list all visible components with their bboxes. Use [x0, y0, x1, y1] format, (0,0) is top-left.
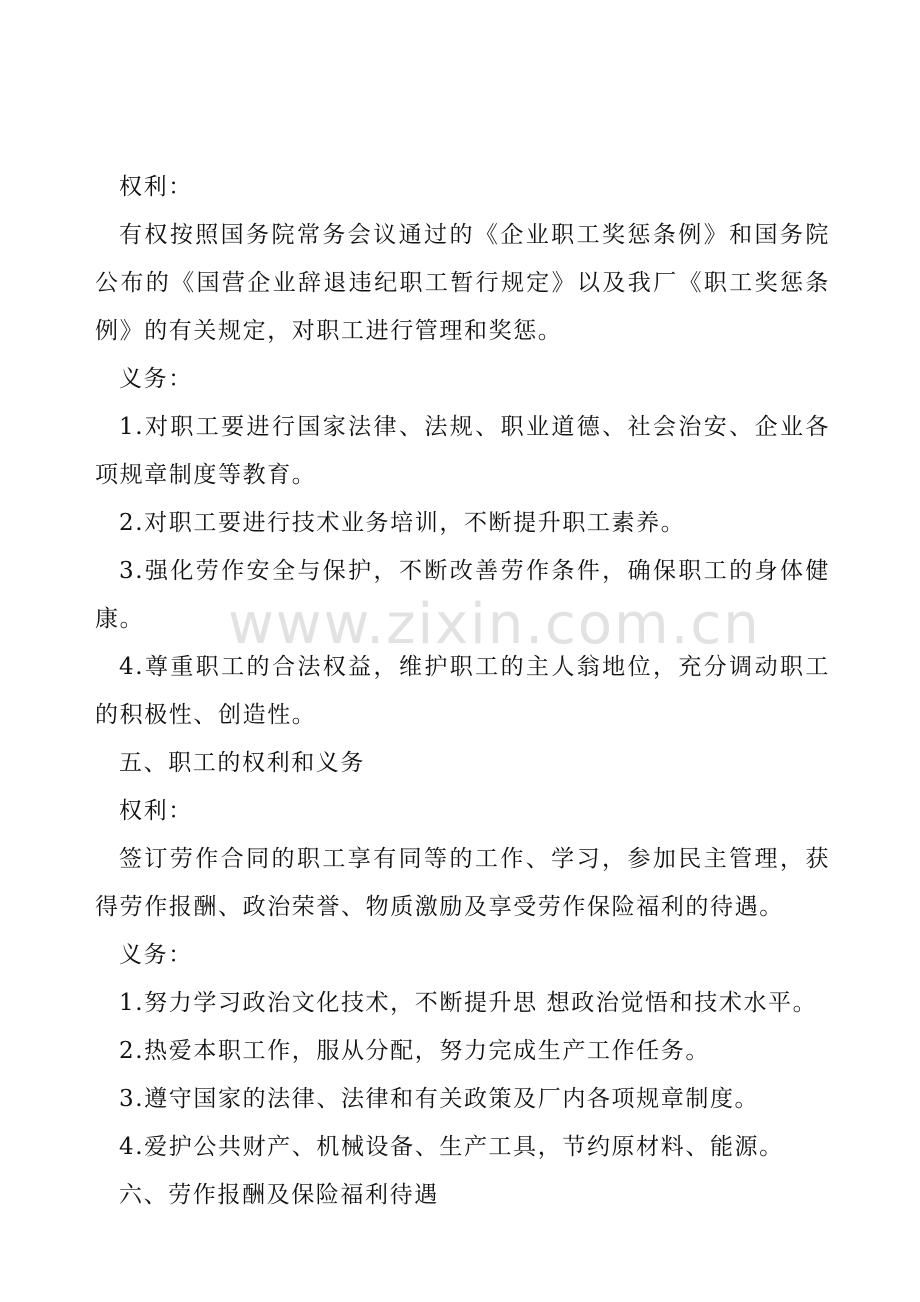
paragraph-duty-4: 4.尊重职工的合法权益，维护职工的主人翁地位，充分调动职工的积极性、创造性。 [95, 654, 830, 728]
paragraph-rights-heading-2: 权利： [119, 798, 193, 824]
paragraph-duties-heading-1: 义务： [119, 366, 193, 392]
paragraph-worker-rights: 签订劳作合同的职工享有同等的工作、学习，参加民主管理，获得劳作报酬、政治荣誉、物质激励及享受劳作保险福利的待遇。 [95, 846, 830, 920]
paragraph-duties-heading-2: 义务： [119, 942, 193, 968]
paragraph-duty-3: 3.强化劳作安全与保护，不断改善劳作条件，确保职工的身体健康。 [95, 558, 830, 632]
watermark: www.zixin.com.cn [228, 592, 761, 657]
paragraph-rights-heading-1: 权利： [119, 174, 193, 200]
paragraph-worker-duty-3: 3.遵守国家的法律、法律和有关政策及厂内各项规章制度。 [119, 1086, 760, 1112]
paragraph-duty-1: 1.对职工要进行国家法律、法规、职业道德、社会治安、企业各项规章制度等教育。 [95, 414, 830, 488]
paragraph-worker-duty-4: 4.爱护公共财产、机械设备、生产工具，节约原材料、能源。 [119, 1134, 784, 1160]
paragraph-worker-duty-1: 1.努力学习政治文化技术，不断提升思 想政治觉悟和技术水平。 [119, 990, 818, 1016]
section-heading-6: 六、劳作报酬及保险福利待遇 [119, 1182, 439, 1208]
paragraph-duty-2: 2.对职工要进行技术业务培训，不断提升职工素养。 [119, 510, 686, 536]
paragraph-worker-duty-2: 2.热爱本职工作，服从分配，努力完成生产工作任务。 [119, 1038, 710, 1064]
document-body [95, 163, 830, 1219]
paragraph-enterprise-rights: 有权按照国务院常务会议通过的《企业职工奖惩条例》和国务院公布的《国营企业辞退违纪职工暂行规定》以及我厂《职工奖惩条例》的有关规定，对职工进行管理和奖惩。 [95, 222, 830, 344]
section-heading-5: 五、职工的权利和义务 [119, 750, 365, 776]
